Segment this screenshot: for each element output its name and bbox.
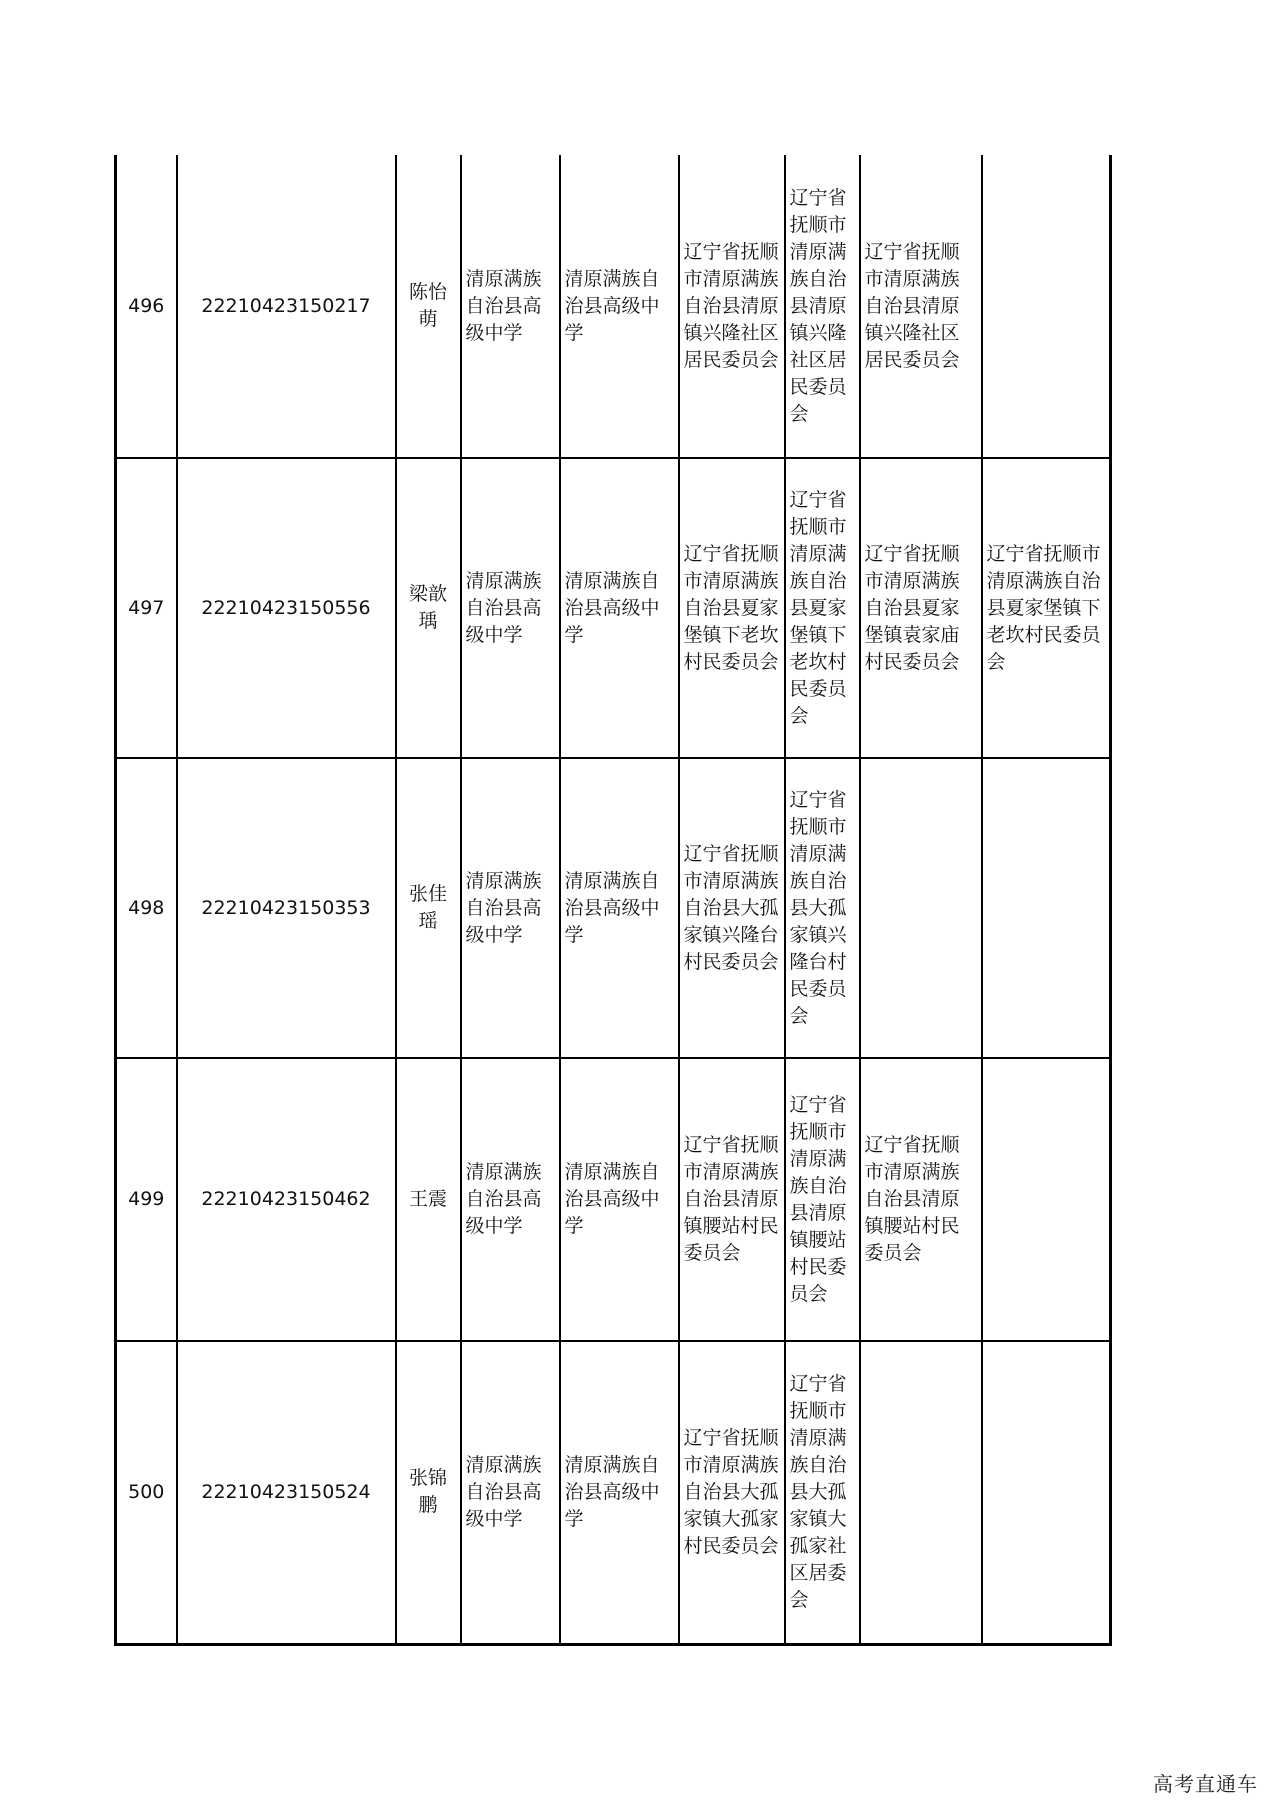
address2-cell: 辽宁省抚顺市清原满族自治县清原镇兴隆社区居民委员会 [785,155,860,458]
seq-cell: 499 [116,1058,177,1341]
school2-cell: 清原满族自治县高级中学 [560,1058,679,1341]
exam-id-cell: 22210423150353 [177,758,396,1058]
seq-cell: 500 [116,1341,177,1644]
address3-cell [860,1341,982,1644]
table-row [116,155,1111,458]
school-cell: 清原满族自治县高级中学 [461,155,560,458]
table-row [116,1341,1111,1644]
school-cell: 清原满族自治县高级中学 [461,758,560,1058]
address2-cell: 辽宁省抚顺市清原满族自治县大孤家镇大孤家社区居委会 [785,1341,860,1644]
school-cell: 清原满族自治县高级中学 [461,1341,560,1644]
watermark-text: 高考直通车 [1153,1772,1258,1796]
address1-cell: 辽宁省抚顺市清原满族自治县清原镇腰站村民委员会 [679,1058,785,1341]
school-cell: 清原满族自治县高级中学 [461,458,560,758]
school2-cell: 清原满族自治县高级中学 [560,1341,679,1644]
address3-cell: 辽宁省抚顺市清原满族自治县清原镇腰站村民委员会 [860,1058,982,1341]
address1-cell: 辽宁省抚顺市清原满族自治县清原镇兴隆社区居民委员会 [679,155,785,458]
address4-cell [982,1341,1111,1644]
address1-cell: 辽宁省抚顺市清原满族自治县大孤家镇兴隆台村民委员会 [679,758,785,1058]
table-row [116,1058,1111,1341]
school2-cell: 清原满族自治县高级中学 [560,458,679,758]
table-row [116,758,1111,1058]
address2-cell: 辽宁省抚顺市清原满族自治县夏家堡镇下老坎村民委员会 [785,458,860,758]
name-cell: 张佳瑶 [396,758,461,1058]
address2-cell: 辽宁省抚顺市清原满族自治县大孤家镇兴隆台村民委员会 [785,758,860,1058]
school-cell: 清原满族自治县高级中学 [461,1058,560,1341]
name-cell: 王震 [396,1058,461,1341]
address4-cell [982,155,1111,458]
address4-cell [982,758,1111,1058]
table-row [116,458,1111,758]
address1-cell: 辽宁省抚顺市清原满族自治县大孤家镇大孤家村民委员会 [679,1341,785,1644]
name-cell: 张锦鹏 [396,1341,461,1644]
name-cell: 陈怡萌 [396,155,461,458]
school2-cell: 清原满族自治县高级中学 [560,155,679,458]
address3-cell [860,758,982,1058]
seq-cell: 498 [116,758,177,1058]
candidate-table [114,155,1112,1646]
seq-cell: 496 [116,155,177,458]
seq-cell: 497 [116,458,177,758]
address4-cell [982,1058,1111,1341]
address3-cell: 辽宁省抚顺市清原满族自治县夏家堡镇袁家庙村民委员会 [860,458,982,758]
school2-cell: 清原满族自治县高级中学 [560,758,679,1058]
name-cell: 梁歆瑀 [396,458,461,758]
address2-cell: 辽宁省抚顺市清原满族自治县清原镇腰站村民委员会 [785,1058,860,1341]
address1-cell: 辽宁省抚顺市清原满族自治县夏家堡镇下老坎村民委员会 [679,458,785,758]
exam-id-cell: 22210423150217 [177,155,396,458]
exam-id-cell: 22210423150556 [177,458,396,758]
exam-id-cell: 22210423150524 [177,1341,396,1644]
exam-id-cell: 22210423150462 [177,1058,396,1341]
address4-cell: 辽宁省抚顺市清原满族自治县夏家堡镇下老坎村民委员会 [982,458,1111,758]
address3-cell: 辽宁省抚顺市清原满族自治县清原镇兴隆社区居民委员会 [860,155,982,458]
